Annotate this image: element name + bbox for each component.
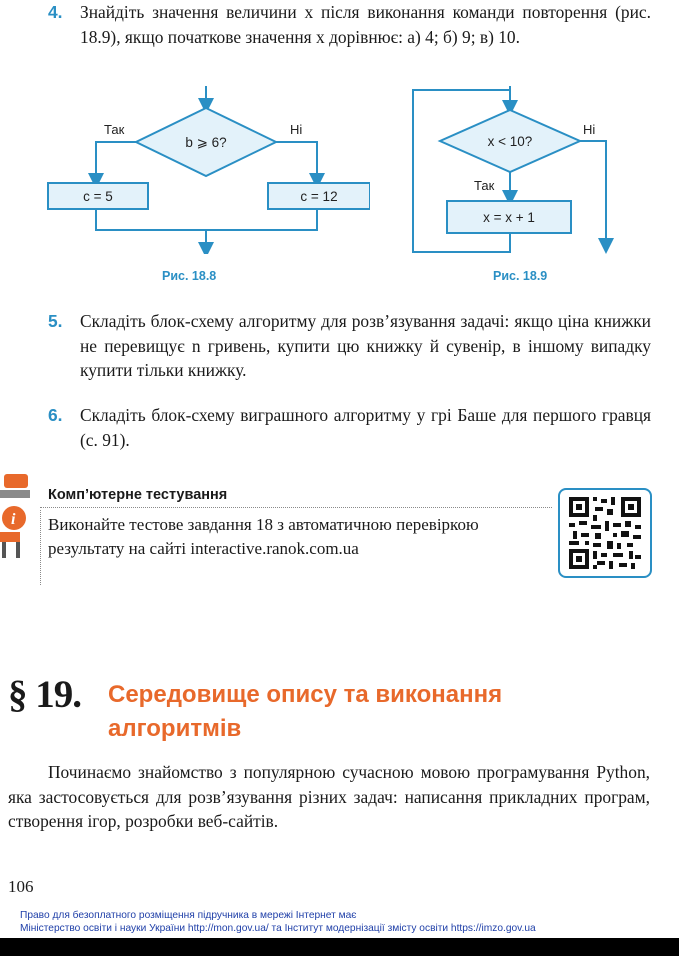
no-exit-arrow <box>580 141 606 246</box>
task-text: Складіть блок-схему виграшного алгоритму у грі Баше для першого гравця (с. 91). <box>80 405 651 450</box>
task-number: 6. <box>48 405 63 425</box>
page-number: 106 <box>8 877 34 896</box>
task-text: Складіть блок-схему алгоритму для розв’язування задачі: якщо ціна книжки не перевищує n гривень, купити цю книжку й сувенір, в іншому випадку купити тільки книжку. <box>80 311 651 380</box>
task-5 <box>48 309 651 383</box>
no-label: Ні <box>583 122 596 137</box>
title-divider <box>40 507 552 509</box>
section-title: Середовище опису та виконання алгоритмів <box>108 681 503 742</box>
decision-text: x < 10? <box>487 134 533 149</box>
intro-paragraph: Починаємо знайомство з популярною сучасною мовою програмування Python, яка застосовується для розв’язування різних задач: написання прикладних програм, створення ігор, розробки веб-сайтів. <box>8 762 650 831</box>
svg-text:i: i <box>11 511 16 528</box>
task-4 <box>48 0 651 49</box>
footer-notice <box>20 909 536 935</box>
footer-line-1: Право для безоплатного розміщення підручника в мережі Інтернет має <box>20 910 357 921</box>
footer-line-2: Міністерство освіти і науки України http://mon.gov.ua/ та Інститут модернізації змісту освіти https://imzo.gov.ua <box>20 923 536 934</box>
yes-label: Так <box>474 178 495 193</box>
qr-code-frame[interactable] <box>558 488 652 578</box>
merge-line <box>96 209 317 230</box>
task-6 <box>48 403 651 452</box>
bottom-bar <box>0 938 679 956</box>
side-divider <box>40 510 42 585</box>
flowchart-18-9 <box>405 84 620 256</box>
qr-code-icon <box>569 497 641 569</box>
no-label: Ні <box>290 122 303 137</box>
yes-arrow <box>96 142 136 181</box>
figure-caption-18-9: Рис. 18.9 <box>493 269 548 283</box>
task-text: Знайдіть значення величини x після виконання команди повторення (рис. 18.9), якщо початкове значення x дорівнює: а) 4; б) 9; в) 10. <box>80 2 651 47</box>
task-number: 5. <box>48 311 63 331</box>
task-number: 4. <box>48 2 63 22</box>
testing-text: Виконайте тестове завдання 18 з автоматичною перевіркою результату на сайті interactive.ranok.com.ua <box>48 515 479 558</box>
left-box-text: c = 5 <box>83 189 113 204</box>
testing-title: Комп’ютерне тестування <box>48 487 228 503</box>
person-at-computer-icon <box>0 468 40 560</box>
right-box-text: c = 12 <box>300 189 338 204</box>
decision-text: b ⩾ 6? <box>185 135 227 150</box>
yes-label: Так <box>104 122 125 137</box>
flowchart-18-8 <box>40 84 370 254</box>
figure-caption-18-8: Рис. 18.8 <box>162 269 217 283</box>
section-number: § 19. <box>8 673 81 716</box>
loop-body-text: x = x + 1 <box>483 210 535 225</box>
no-arrow <box>276 142 317 181</box>
